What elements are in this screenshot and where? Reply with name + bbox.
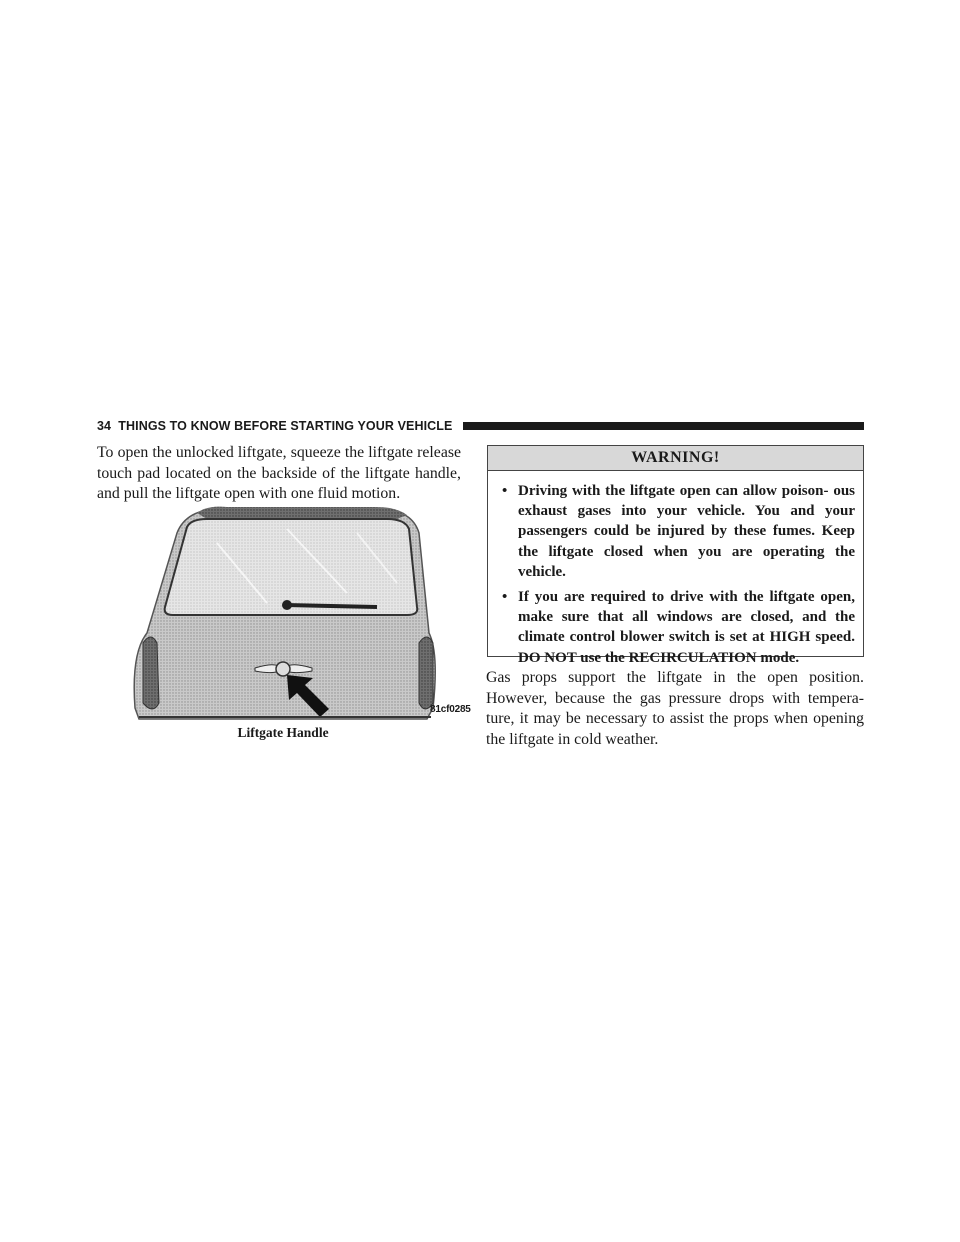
right-tail-light (419, 637, 433, 709)
warning-item (502, 481, 855, 582)
figure-caption: Liftgate Handle (237, 725, 329, 740)
bullet-icon: • (502, 483, 508, 499)
header-text (97, 418, 452, 434)
header-rule (463, 422, 864, 430)
warning-item-text: If you are required to drive with the liftgate open, make sure that all windows are closed, and the climate control blower switch is set at HIGH speed. DO NOT use the RECIRCULATION mode. (518, 589, 855, 666)
liftgate-handle-illustration (127, 503, 463, 721)
left-tail-light (143, 637, 159, 709)
gas-props-paragraph: Gas props support the liftgate in the open position. However, because the gas pressure drops with tempera- ture, it may be necessary to assist the props when opening the liftgate in cold weather. (486, 669, 864, 748)
roof-spoiler (197, 507, 407, 519)
page-number: 34 (97, 419, 112, 433)
page-header (97, 418, 864, 434)
warning-item (502, 587, 855, 668)
liftgate-open-paragraph: To open the unlocked liftgate, squeeze the liftgate release touch pad located on the backside of the liftgate handle, and pull the liftgate open with one fluid motion. (97, 444, 461, 502)
section-title: THINGS TO KNOW BEFORE STARTING YOUR VEHICLE (118, 419, 453, 433)
bullet-icon: • (502, 589, 508, 606)
warning-list (488, 471, 863, 668)
warning-box (487, 445, 864, 666)
warning-title: WARNING! (488, 446, 863, 471)
warning-item-text: Driving with the liftgate open can allow poison- ous exhaust gases into your vehicle. You and your passengers could be injured by these fumes. Keep the liftgate closed when you are operating the vehicle. (518, 483, 855, 580)
figure-code: 81cf0285 (430, 704, 471, 715)
